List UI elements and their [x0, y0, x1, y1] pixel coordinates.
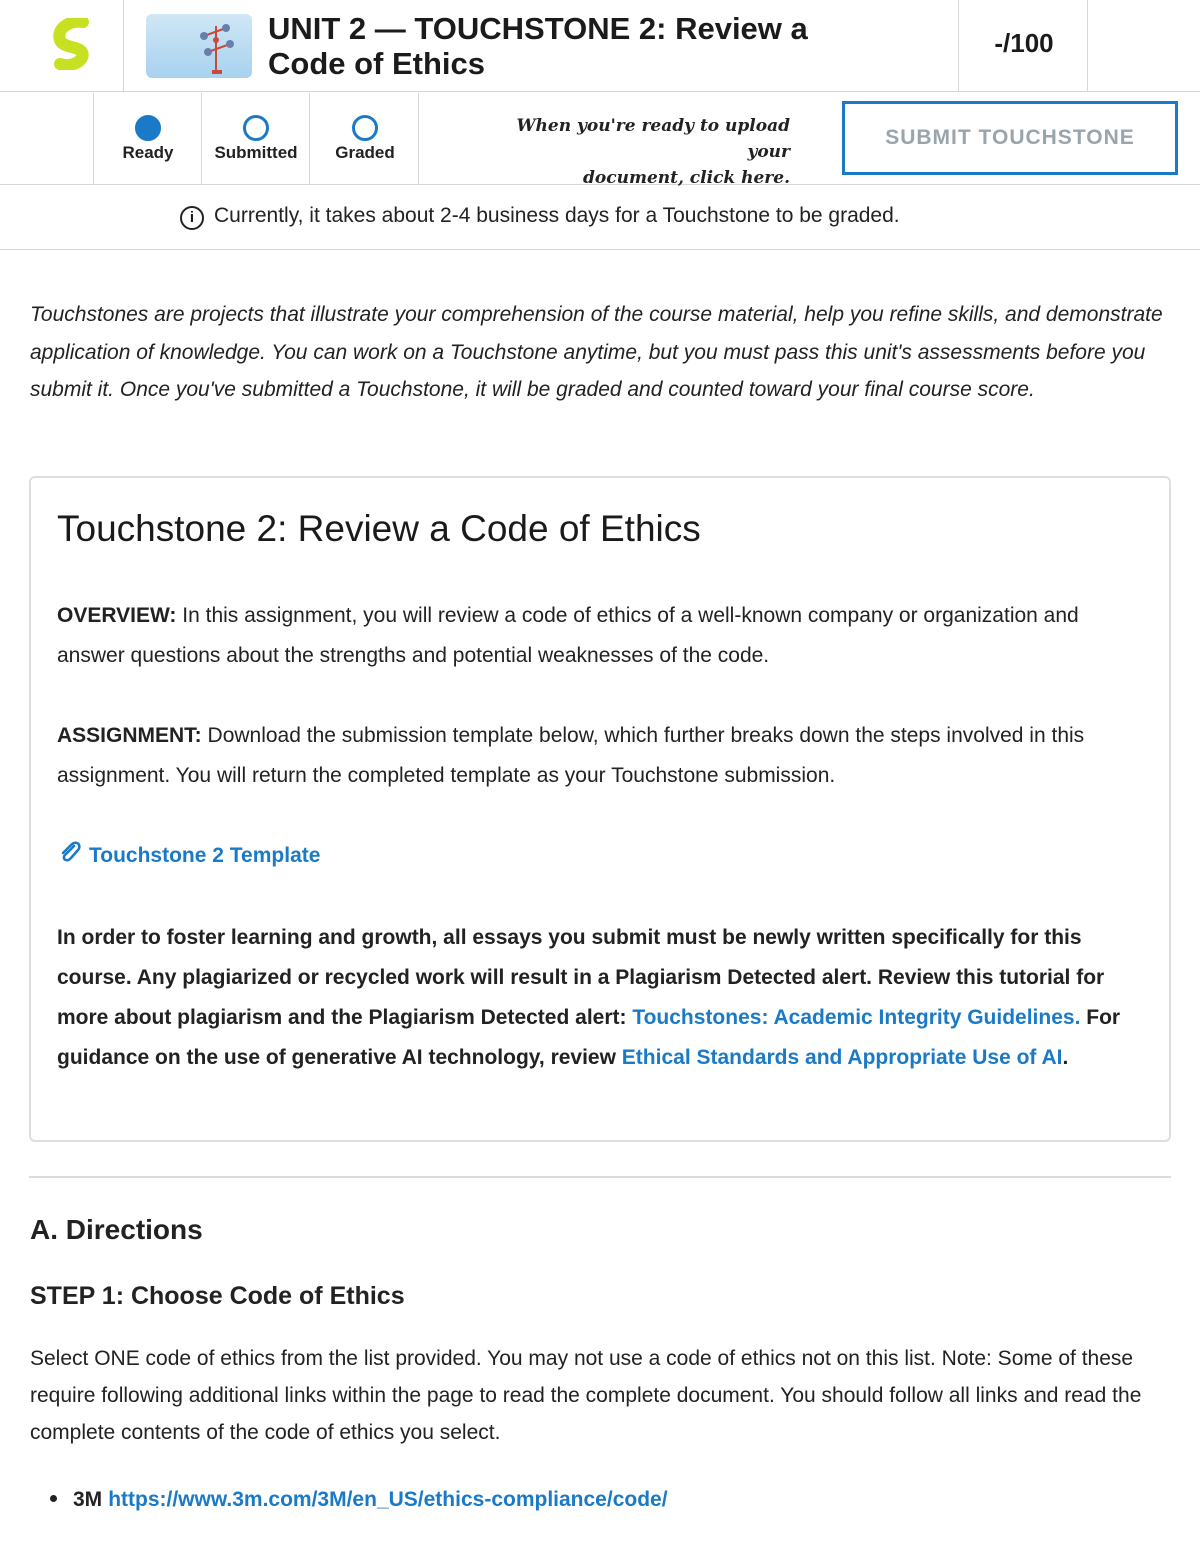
- status-step-submitted: [202, 93, 310, 185]
- score-value: -/100: [994, 28, 1054, 58]
- status-empty-circle-icon: [352, 115, 378, 141]
- upload-note: When you're ready to upload your document, click here.: [516, 116, 790, 188]
- page-title: UNIT 2 — TOUCHSTONE 2: Review a Code of Ethics: [268, 11, 808, 81]
- assignment-paragraph: [57, 716, 1147, 796]
- ai-use-link[interactable]: Ethical Standards and Appropriate Use of AI: [621, 1046, 1063, 1069]
- unit-thumbnail: [146, 14, 252, 78]
- status-spacer: [0, 93, 94, 185]
- status-empty-circle-icon: [243, 115, 269, 141]
- submit-touchstone-button[interactable]: SUBMIT TOUCHSTONE: [842, 101, 1178, 175]
- bullet-icon: [50, 1495, 57, 1502]
- integrity-text: .: [1062, 1046, 1069, 1069]
- top-header: [0, 0, 1200, 92]
- status-label: Graded: [335, 143, 395, 162]
- status-label: Ready: [122, 143, 174, 162]
- academic-integrity-link[interactable]: Touchstones: Academic Integrity Guidelines.: [632, 1006, 1081, 1029]
- overview-paragraph: [57, 596, 1147, 676]
- status-step-ready: [94, 93, 202, 185]
- logo-cell[interactable]: [0, 0, 124, 92]
- overview-text: In this assignment, you will review a code of ethics of a well-known company or organization and answer questions about the strengths and potential weaknesses of the code.: [57, 604, 1079, 667]
- assignment-card: [29, 476, 1171, 1142]
- status-bar: [0, 93, 1200, 188]
- integrity-text: In order to foster learning and growth, all essays you submit must be newly written specifically for this course. Any plagiarized or recycled work will result in a Plagiarism Detected alert. Review this tutorial for more about plagiarism and the Plagiarism Detected alert:: [57, 926, 1105, 1029]
- overview-label: OVERVIEW:: [57, 604, 177, 627]
- grading-info-bar: [0, 186, 1200, 250]
- integrity-paragraph: [57, 918, 1147, 1078]
- status-filled-circle-icon: [135, 115, 161, 141]
- assignment-text: Download the submission template below, which further breaks down the steps involved in this assignment. You will return the completed template as your Touchstone submission.: [57, 724, 1085, 787]
- info-icon: i: [180, 206, 204, 230]
- status-label: Submitted: [214, 143, 298, 162]
- integrity-text: For guidance on the use of generative AI technology, review: [57, 1006, 1121, 1069]
- template-link-label[interactable]: Touchstone 2 Template: [89, 844, 321, 867]
- card-title: Touchstone 2: Review a Code of Ethics: [57, 508, 701, 549]
- company-name: 3M: [73, 1488, 103, 1511]
- grading-info-text: Currently, it takes about 2-4 business days for a Touchstone to be graded.: [214, 204, 900, 227]
- template-download-link[interactable]: [57, 840, 320, 868]
- code-of-ethics-link[interactable]: https://www.3m.com/3M/en_US/ethics-compliance/code/: [108, 1488, 668, 1511]
- score-cell: [958, 0, 1088, 92]
- assignment-label: ASSIGNMENT:: [57, 724, 202, 747]
- sophia-logo-icon[interactable]: [50, 18, 96, 70]
- status-step-graded: [311, 93, 419, 185]
- directions-heading: A. Directions: [30, 1214, 203, 1245]
- section-divider: [29, 1176, 1171, 1178]
- paperclip-icon: [57, 840, 83, 866]
- step1-heading: STEP 1: Choose Code of Ethics: [30, 1282, 405, 1310]
- list-item: [50, 1488, 668, 1512]
- touchstone-intro: Touchstones are projects that illustrate your comprehension of the course material, help you refine skills, and demonstrate application of knowledge. You can work on a Touchstone anytime, but you must pass this unit's assessments before you submit it. Once you've submitted a Touchstone, it will be graded and counted toward your final course score.: [30, 303, 1163, 401]
- step1-text: Select ONE code of ethics from the list provided. You may not use a code of ethics not on this list. Note: Some of these require following additional links within the page to read the complete document. You should follow all links and read the complete contents of the code of ethics you select.: [30, 1347, 1142, 1444]
